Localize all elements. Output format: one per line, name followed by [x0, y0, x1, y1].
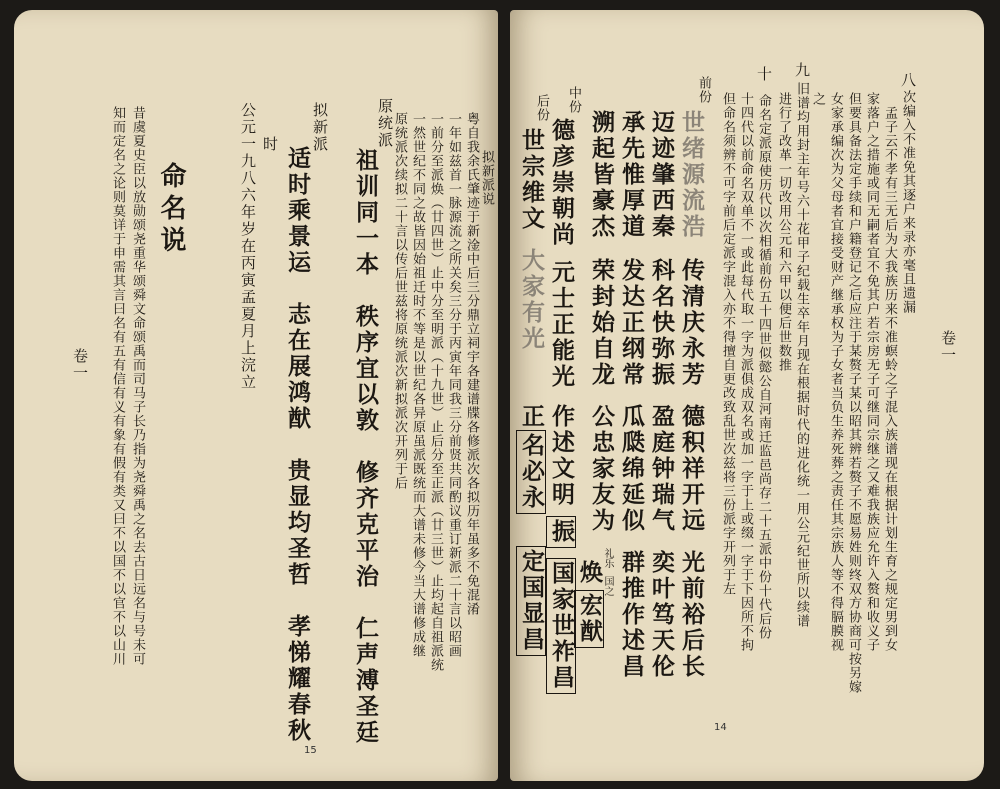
- expl-line-5: 原统派次续拟二十言以传后世兹将原统派次新拟派次开列于后: [392, 112, 407, 490]
- zhong-a: 德彦崇朝尚: [548, 118, 575, 248]
- item10-number: 十: [755, 66, 773, 83]
- date-label: 时: [261, 136, 279, 153]
- qian-col4-a: 溯起皆豪杰: [588, 110, 615, 240]
- hou-fen-label: 后份: [534, 94, 549, 122]
- qian-col4-f: 焕: [576, 560, 603, 586]
- item9-line-2: 进行了改革一切改用公元和六甲以便后世数推: [776, 92, 791, 372]
- qian-col2-a: 迈迹肇西秦: [648, 110, 675, 240]
- zhong-b: 元士正能光: [548, 260, 575, 390]
- item10-line-1: 命名定派原使历代以次相循前份五十四世似懿公自河南迁监邑尚存二十五派中份十代后份: [756, 94, 771, 640]
- orig-pai-line: 祖训同一本 秩序宜以敦 修齐克平治 仁声溥圣廷: [352, 148, 379, 746]
- expl-line-1: 粤自我余氏肇迹于新淦中后三分鼎立祠宇各建谱牒各修派次各拟历年虽多不免混淆: [464, 112, 479, 616]
- qian-col1-a: 世绪源流浩: [678, 110, 705, 240]
- qian-col4-d: 礼乐: [602, 548, 613, 568]
- item8-line-2: 孟子云不孝有三无后为大我族历来不准螟蛉之子混入族谱现在根据计划生育之规定男到女: [882, 106, 897, 652]
- item10-line-3: 但命名须辨不可字前后定派字混入亦不得擅自更改致乱世次兹将三份派字开列于左: [720, 92, 735, 596]
- expl-title: 拟新派说: [479, 150, 494, 206]
- left-running-head: 卷一: [71, 348, 89, 382]
- left-page: [14, 10, 498, 781]
- hou-d: 名必永: [516, 430, 546, 514]
- hou-c: 正: [518, 404, 545, 430]
- date-text: 公元一九八六年岁在丙寅孟夏月上浣立: [239, 102, 257, 391]
- qian-col3-c: 瓜瓞绵延似: [618, 404, 645, 534]
- left-page-number: 15: [304, 745, 317, 756]
- essay-title: 命名说: [156, 162, 186, 258]
- qian-col3-d: 群推作述昌: [618, 550, 645, 680]
- qian-col4-b: 荣封始自龙: [588, 258, 615, 388]
- right-page: [510, 10, 984, 781]
- qian-col4-g: 宏猷: [574, 590, 604, 648]
- zhong-e: 国家世祚昌: [546, 558, 576, 694]
- expl-line-3: 一前分至派焕（廿四世）止中分至明派（十九世）止后分至正派（廿三世）止均起自祖派统: [428, 112, 443, 672]
- item10-line-2: 十四代以前命名双单不一或此每代取一字为派俱成双名或加一字于上或缀一字于下因所不拘: [738, 92, 753, 652]
- qian-col1-d: 光前裕后长: [678, 550, 705, 680]
- expl-line-2: 一年如兹首一脉源流之所关矣三分于丙寅年同我三分前贤共同酌议重订新派二十言以昭画: [446, 112, 461, 658]
- zhong-c: 作述文明: [548, 404, 575, 508]
- qian-col1-b: 传清庆永芳: [678, 258, 705, 388]
- qian-col4-e: 国之: [602, 576, 613, 596]
- hou-a: 世宗维文: [518, 128, 545, 232]
- qian-col3-b: 发达正纲常: [618, 258, 645, 388]
- item8-line-6: 之: [810, 92, 825, 106]
- new-pai-line: 适时乘景运 志在展鸿猷 贵显均圣哲 孝悌耀春秋: [284, 146, 311, 744]
- hou-e: 定国显昌: [516, 546, 546, 656]
- qian-col4-c: 公忠家友为: [588, 404, 615, 534]
- item9-line-1: 旧谱均用封主年号六十花甲子纪载生卒年月现在根据时代的进化统一用公元纪世所以续谱: [794, 82, 809, 628]
- qian-fen-label: 前份: [696, 76, 711, 104]
- item8-line-3: 家落户之措施或同无嗣者宜不免其户若宗房无子可继同宗继之又难我族应允许入赘和收义子: [864, 92, 879, 652]
- right-running-head: 卷一: [939, 330, 957, 364]
- essay-line-2: 知而定名之论则莫详于申需其言曰名有五有信有义有象有假有类又曰不以国不以官不以山川: [110, 106, 125, 666]
- qian-col2-b: 科名快弥振: [648, 258, 675, 388]
- item8-number: 八: [899, 72, 917, 89]
- qian-col2-d: 奕叶笃天伦: [648, 550, 675, 680]
- item8-line-4: 但要具备法定手续和户籍登记之后应注于某赘子某以昭其辨若赘子不愿易姓则终双方协商可按另嫁: [846, 92, 861, 694]
- new-pai-label: 拟新派: [311, 102, 329, 153]
- item9-number: 九: [793, 62, 811, 79]
- qian-col3-a: 承先惟厚道: [618, 110, 645, 240]
- item8-line-1: 次编入不准免其逐户来录亦毫且遗漏: [900, 90, 915, 314]
- zhong-d: 振: [546, 516, 576, 548]
- orig-pai-label: 原统派: [376, 98, 394, 149]
- qian-col1-c: 德积祥开远: [678, 404, 705, 534]
- expl-line-4: 一然世纪不同之故皆因始祖迁时不等是以世纪各异原虽派既统而大谱未修今当大谱修成继: [410, 112, 425, 658]
- zhong-fen-label: 中份: [566, 86, 581, 114]
- item8-line-5: 女家承编次为父母者宜接受财产继承权为子女者当负生养死葬之责任其宗族人等不得膈膜视: [828, 92, 843, 652]
- right-page-number: 14: [714, 722, 727, 733]
- qian-col2-c: 盈庭钟瑞气: [648, 404, 675, 534]
- hou-b: 大家有光: [518, 248, 545, 352]
- essay-line-1: 昔虞夏史臣以放勋颂尧重华颂舜文命颂禹而司马子长乃指为尧舜禹之名去古日远名与号未可: [130, 106, 145, 666]
